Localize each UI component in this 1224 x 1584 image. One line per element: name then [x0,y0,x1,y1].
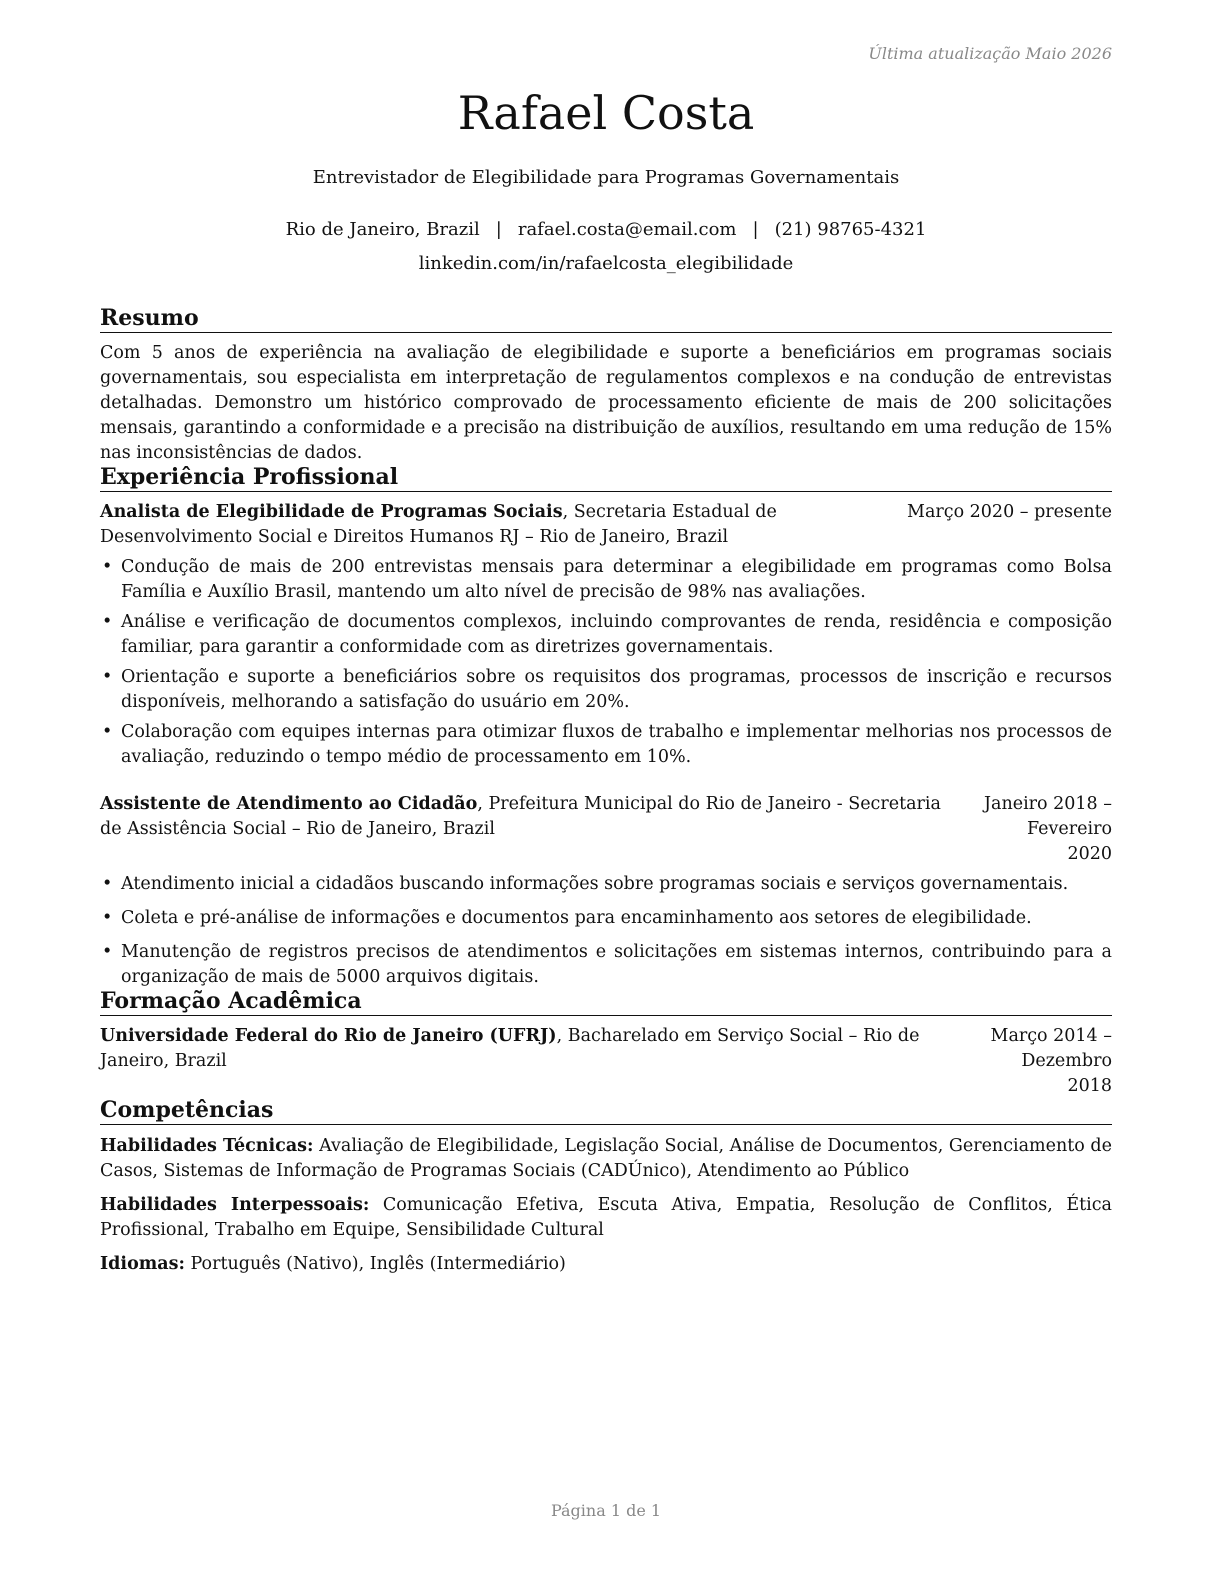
job-header [100,792,1112,867]
section-title: Competências [100,1097,1112,1125]
page-number: Página 1 de 1 [550,1501,662,1520]
section-title: Formação Acadêmica [100,988,1112,1016]
list-item: • Manutenção de registros precisos de atendimentos e solicitações em sistemas internos, contribuindo para a organização de mais de 5000 arquivos digitais. [102,942,1112,987]
experience-section [100,464,1112,990]
section-title: Resumo [100,305,1112,333]
separator: | [752,219,759,240]
education-section [100,988,1112,1099]
summary-section [100,305,1112,466]
job-bullets [100,872,1112,990]
list-item: • Atendimento inicial a cidadãos buscando informações sobre programas sociais e serviços governamentais. [102,874,1069,894]
job-role: Assistente de Atendimento ao Cidadão [100,794,478,814]
job-dates: Março 2020 – presente [907,502,1112,522]
job-org: , Secretaria Estadual de Desenvolvimento Social e Direitos Humanos RJ – Rio de Janeiro, Brazil [100,502,777,547]
job-role: Analista de Elegibilidade de Programas Sociais [100,502,563,522]
job-dates: Janeiro 2018 – Fevereiro 2020 [984,794,1112,864]
skill-technical: Habilidades Técnicas: Avaliação de Elegibilidade, Legislação Social, Análise de Documentos, Gerenciamento de Casos, Sistemas de Informação de Programas Sociais (CADÚnico), Atendimento ao Público [100,1136,1112,1181]
skills-section [100,1097,1112,1277]
section-title: Experiência Profissional [100,464,1112,492]
job-org: , Prefeitura Municipal do Rio de Janeiro - Secretaria de Assistência Social – Rio de Janeiro, Brazil [100,794,941,839]
separator: | [495,219,502,240]
school-name: Universidade Federal do Rio de Janeiro (UFRJ) [100,1026,557,1046]
phone: (21) 98765-4321 [774,219,927,240]
list-item: • Orientação e suporte a beneficiários sobre os requisitos dos programas, processos de inscrição e recursos disponíveis, melhorando a satisfação do usuário em 20%. [102,667,1112,712]
linkedin-link[interactable]: linkedin.com/in/rafaelcosta_elegibilidade [418,253,794,274]
education-dates: Março 2014 – Dezembro 2018 [990,1026,1112,1096]
list-item: • Análise e verificação de documentos complexos, incluindo comprovantes de renda, residência e composição familiar, para garantir a conformidade com as diretrizes governamentais. [102,612,1112,657]
list-item: • Condução de mais de 200 entrevistas mensais para determinar a elegibilidade em programas como Bolsa Família e Auxílio Brasil, mantendo um alto nível de precisão de 98% nas avaliações. [102,557,1112,602]
job-title: Entrevistador de Elegibilidade para Programas Governamentais [312,167,900,188]
job-bullets [100,555,1112,770]
last-updated: Última atualização Maio 2026 [868,44,1112,63]
location: Rio de Janeiro, Brazil [285,219,480,240]
candidate-name: Rafael Costa [457,86,755,140]
contact-line [100,219,1112,240]
skill-interpersonal: Habilidades Interpessoais: Comunicação Efetiva, Escuta Ativa, Empatia, Resolução de Conflitos, Ética Profissional, Trabalho em Equipe, Sensibilidade Cultural [100,1195,1112,1240]
list-item: • Colaboração com equipes internas para otimizar fluxos de trabalho e implementar melhorias nos processos de avaliação, reduzindo o tempo médio de processamento em 10%. [102,722,1112,767]
skill-languages: Idiomas: Português (Nativo), Inglês (Intermediário) [100,1254,566,1274]
email-link[interactable]: rafael.costa@email.com [517,219,737,240]
summary-text: Com 5 anos de experiência na avaliação de elegibilidade e suporte a beneficiários em programas sociais governamentais, sou especialista em interpretação de regulamentos complexos e na condução de entrevistas detalhadas. Demonstro um histórico comprovado de processamento eficiente de mais de 200 solicitações mensais, garantindo a conformidade e a precisão na distribuição de auxílios, resultando em uma redução de 15% nas inconsistências de dados. [100,343,1112,463]
education-entry [100,1024,1112,1099]
job-header [100,500,1112,550]
degree: , Bacharelado em Serviço Social – Rio de Janeiro, Brazil [100,1026,920,1071]
job-entry [100,792,1112,990]
job-entry [100,500,1112,770]
list-item: • Coleta e pré-análise de informações e documentos para encaminhamento aos setores de elegibilidade. [102,908,1032,928]
